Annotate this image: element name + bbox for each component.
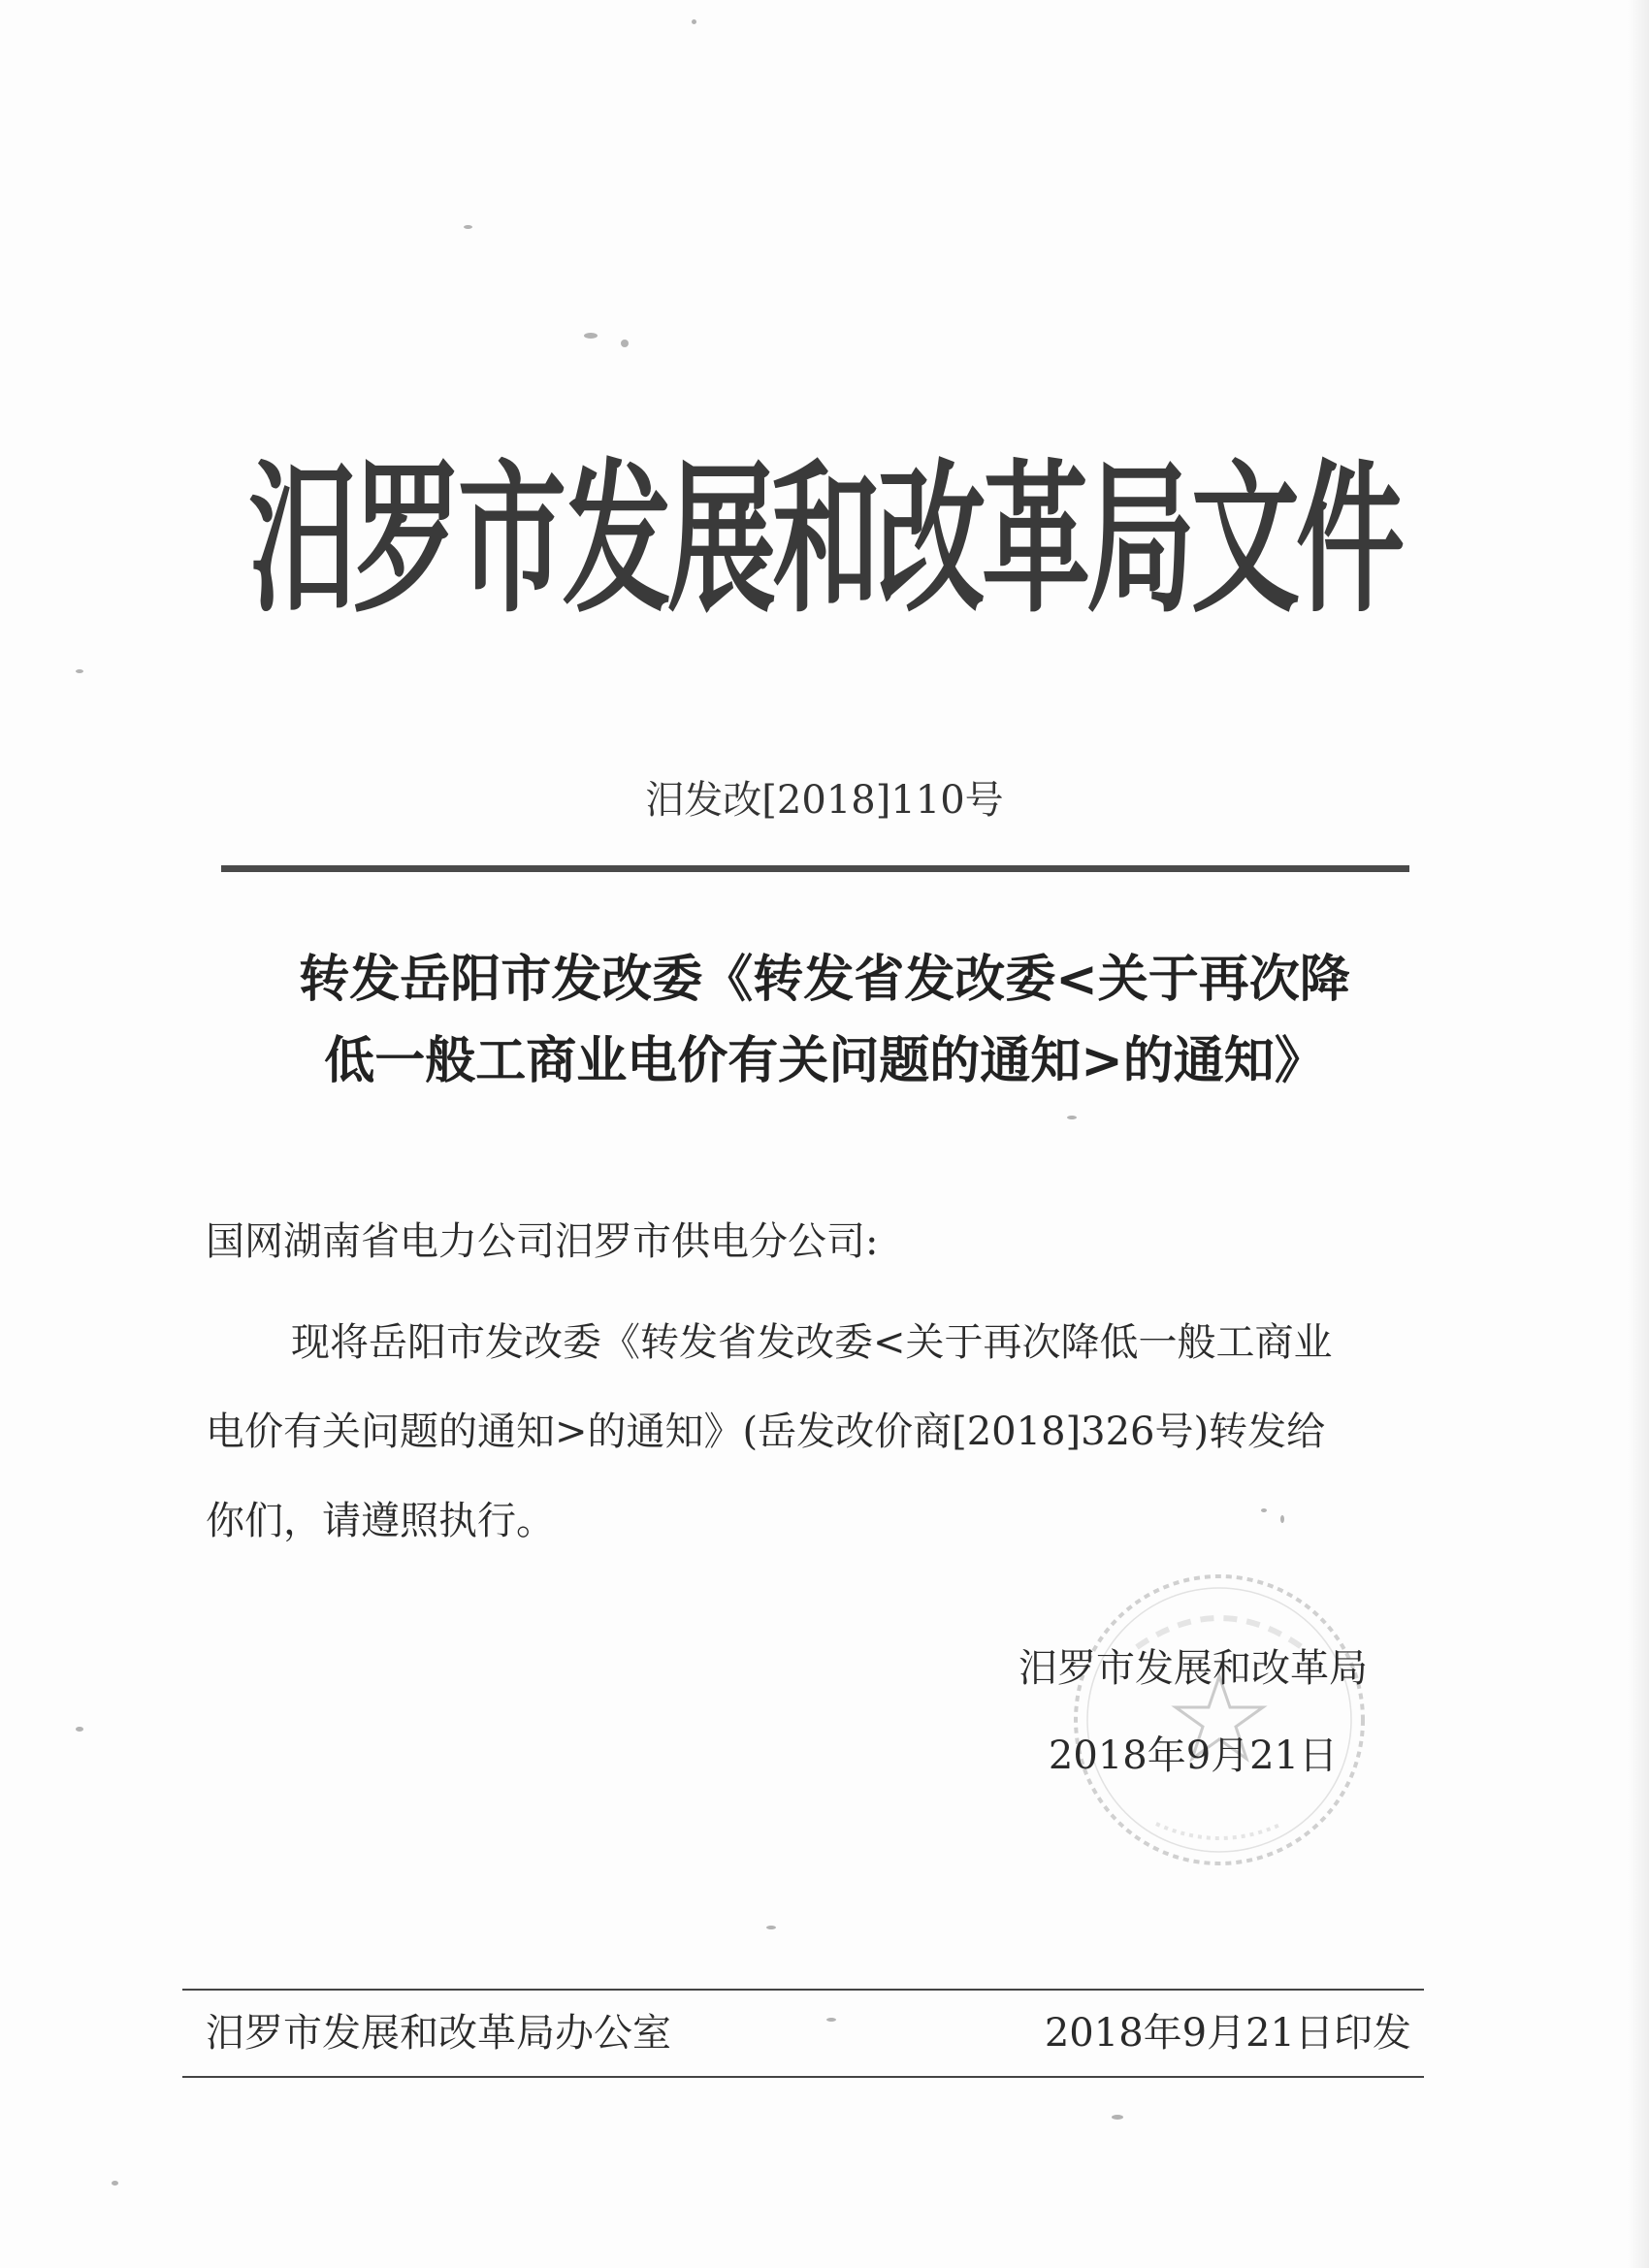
recipient-salutation: 国网湖南省电力公司汨罗市供电分公司: — [206, 1219, 879, 1264]
scan-edge-shadow — [1628, 0, 1649, 2268]
subject-line: 低一般工商业电价有关问题的通知>的通知》 — [324, 1032, 1325, 1090]
footer-bottom-rule — [182, 2076, 1424, 2078]
scan-speck — [76, 1727, 83, 1732]
scan-speck — [112, 2181, 118, 2186]
document-number: 汨发改[2018]110号 — [645, 778, 1004, 823]
body-paragraph — [206, 1298, 1420, 1566]
footer-top-rule — [182, 1989, 1424, 1991]
scan-speck — [76, 669, 83, 673]
body-line: 你们，请遵照执行。 — [206, 1499, 555, 1543]
scan-speck — [1112, 2115, 1123, 2120]
subject-line: 转发岳阳市发改委《转发省发改委<关于再次降 — [299, 951, 1350, 1009]
scan-speck — [826, 2018, 836, 2022]
scan-speck — [584, 333, 598, 339]
official-seal-stamp — [1069, 1570, 1370, 1870]
issue-date: 2018年9月21日 — [1048, 1733, 1339, 1778]
scan-speck — [692, 19, 696, 24]
footer-office: 汨罗市发展和改革局办公室 — [206, 2011, 671, 2056]
body-line: 现将岳阳市发改委《转发省发改委<关于再次降低一般工商业 — [291, 1320, 1333, 1365]
issuer-name: 汨罗市发展和改革局 — [1018, 1646, 1368, 1691]
footer-print-date: 2018年9月21日印发 — [1044, 2011, 1411, 2056]
scan-speck — [464, 225, 472, 229]
document-title: 汨罗市发展和改革局文件 — [248, 446, 1401, 635]
scan-speck — [1067, 1116, 1077, 1119]
scan-speck — [766, 1926, 776, 1929]
scan-speck — [621, 340, 629, 347]
body-line: 电价有关问题的通知>的通知》(岳发改价商[2018]326号)转发给 — [206, 1409, 1326, 1454]
header-divider — [221, 865, 1409, 872]
subject-heading — [194, 939, 1455, 1102]
